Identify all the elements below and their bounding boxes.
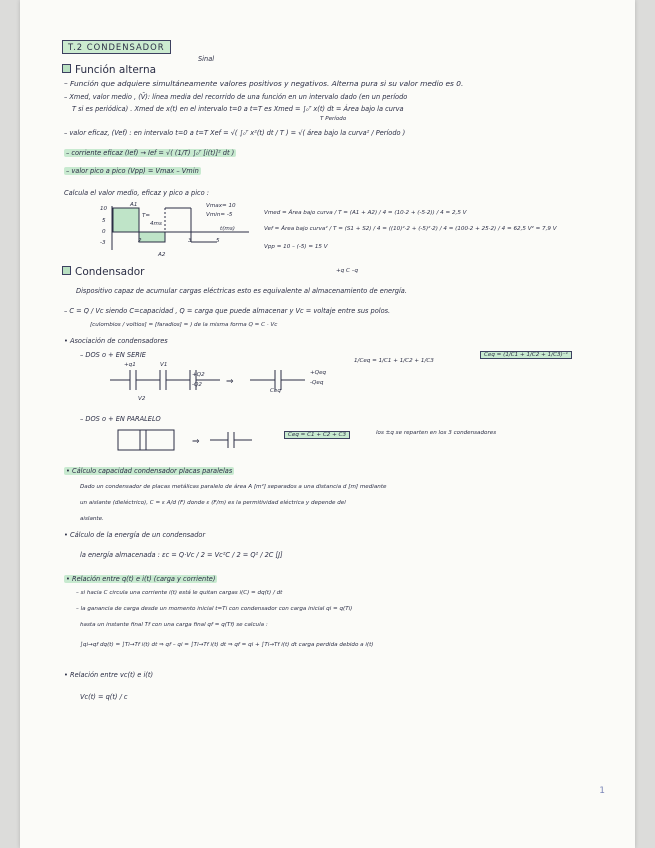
vc-formula: Vc(t) = q(t) / c bbox=[80, 693, 128, 701]
alterna-line-2b-den: T Período bbox=[320, 116, 347, 122]
alterna-line-5: – valor pico a pico (Vpp) = Vmax – Vmin bbox=[66, 167, 199, 175]
series-circuit-diagram bbox=[100, 360, 340, 408]
graph-label-0: 0 bbox=[102, 229, 106, 235]
graph-label-10: 10 bbox=[100, 206, 108, 212]
placas-line-2: un aislante (dieléctrico), C = ε A/d (F) donde ε (F/m) es la permitividad eléctrica y depende del bbox=[80, 500, 346, 506]
serie-boxed-formula: Ceq = (1/C1 + 1/C2 + 1/C3)⁻¹ bbox=[480, 352, 572, 358]
serie-label-v1: V1 bbox=[160, 362, 168, 368]
graph-label-vmin: Vmin= -5 bbox=[206, 212, 233, 218]
serie-label-vt: V2 bbox=[138, 396, 146, 402]
svg-text:⇒: ⇒ bbox=[226, 377, 234, 387]
relacion-line-4: ∫qi→qf dq(t) = ∫Ti→Tf i(t) dt ⇒ qf – qi = ∫Ti→Tf i(t) dt ⇒ qf = qi + ∫Ti→Tf i(t) dt carga perdida debido a i(t) bbox=[80, 642, 374, 648]
serie-label-qa: +Q2 bbox=[192, 372, 205, 378]
serie-heading: – DOS o + EN SERIE bbox=[80, 351, 146, 359]
relacion-heading: • Relación entre q(t) e i(t) (carga y corriente) bbox=[66, 575, 216, 583]
alterna-line-4: – corriente eficaz (Ief) → Ief = √( (1/T) ∫₀ᵀ [i(t)]² dt ) bbox=[66, 149, 235, 157]
serie-label-qb: -Q2 bbox=[192, 382, 202, 388]
graph-label-5: 5 bbox=[102, 218, 106, 224]
result-vpp: Vpp = 10 – (-5) = 15 V bbox=[264, 244, 328, 250]
result-vef: Vef = Área bajo curva² / T = (S1 + S2) / 4 = ((10)²·2 + (-5)²·2) / 4 = (100·2 + 25·2) / 4 = 62,5 V² = 7,9 V bbox=[264, 226, 557, 232]
placas-line-3: aislante. bbox=[80, 516, 104, 522]
serie-label-qeq: +Qeq bbox=[310, 370, 327, 376]
result-vmed: Vmed = Área bajo curva / T = (A1 + A2) / 4 = (10·2 + (-5·2)) / 4 = 2,5 V bbox=[264, 210, 467, 216]
graph-label-t3: 3 bbox=[188, 238, 192, 244]
side-note: Sinal bbox=[198, 55, 215, 63]
condensador-line-1: Dispositivo capaz de acumular cargas eléctricas esto es equivalente al almacenamiento de energía. bbox=[76, 287, 407, 295]
notebook-page bbox=[20, 0, 635, 848]
svg-text:⇒: ⇒ bbox=[192, 437, 200, 447]
assoc-heading: • Asociación de condensadores bbox=[64, 337, 168, 345]
placas-line-1: Dado un condensador de placas metálicas paralelo de área A [m²] separados a una distancia d [m] mediante bbox=[80, 484, 387, 490]
alterna-line-2b: T si es periódica) . Xmed de x(t) en el intervalo t=0 a t=T es Xmed = ∫₀ᵀ x(t) dt = Área bajo la curva bbox=[72, 105, 404, 113]
page-title: T.2 CONDENSADOR bbox=[62, 40, 171, 54]
relacion-line-1: – si hacia C circula una corriente i(t) está le quitan cargas i(C) = dq(t) / dt bbox=[76, 590, 283, 596]
parallel-circuit-diagram bbox=[110, 424, 270, 456]
alterna-line-3: – valor eficaz, (Vef) : en intervalo t=0 a t=T Xef = √( ∫₀ᵀ x²(t) dt / T ) = √( área bajo la curva² / Período ) bbox=[64, 129, 406, 137]
condensador-line-2: – C = Q / Vc siendo C=capacidad , Q = carga que puede almacenar y Vc = voltaje entre sus polos. bbox=[64, 307, 391, 315]
alterna-line-1: – Función que adquiere simultáneamente valores positivos y negativos. Alterna pura si su valor medio es 0. bbox=[64, 79, 464, 88]
checkbox-square-icon bbox=[62, 266, 71, 275]
alterna-line-6: Calcula el valor medio, eficaz y pico a pico : bbox=[64, 189, 210, 197]
paralelo-boxed-formula: Ceq = C1 + C2 + C3 bbox=[284, 432, 350, 438]
serie-label-mqeq: -Qeq bbox=[310, 380, 324, 386]
relacion-line-3: hasta un instante final Tf con una carga final qf = q(Tf) se calcula : bbox=[80, 622, 268, 628]
checkbox-square-icon bbox=[62, 64, 71, 73]
section-heading-condensador: Condensador bbox=[62, 266, 145, 278]
graph-label-a1: A1 bbox=[130, 202, 138, 208]
alterna-line-2a: – Xmed, valor medio , (V̄): línea media del recorrido de una función en un intervalo dado (en un período bbox=[64, 93, 408, 101]
graph-label-t: T= bbox=[142, 213, 151, 219]
graph-label-t5: 5 bbox=[216, 238, 220, 244]
placas-heading: • Cálculo capacidad condensador placas paralelas bbox=[66, 467, 233, 475]
graph-label-tms: t(ms) bbox=[220, 226, 235, 232]
graph-label-4ms: 4ms bbox=[150, 221, 162, 227]
serie-formula: 1/Ceq = 1/C1 + 1/C2 + 1/C3 bbox=[354, 358, 434, 364]
page-number: 1 bbox=[599, 786, 605, 796]
graph-label-a2: A2 bbox=[158, 252, 166, 258]
paralelo-note: los ±q se reparten en los 3 condensadores bbox=[376, 430, 497, 436]
relacion-line-2: – la ganancia de carga desde un momento inicial t=Ti con condensador con carga inicial qi = q(Ti) bbox=[76, 606, 353, 612]
paralelo-heading: – DOS o + EN PARALELO bbox=[80, 415, 161, 423]
charge-note: +q C –q bbox=[336, 268, 359, 274]
serie-label-ceq: Ceq bbox=[270, 388, 281, 394]
graph-label-t2: 2 bbox=[138, 238, 142, 244]
vc-heading: • Relación entre vc(t) e i(t) bbox=[64, 671, 154, 679]
graph-label-vmax: Vmax= 10 bbox=[206, 203, 236, 209]
condensador-line-3: [culombios / voltios] = [faradios] = ) de la misma forma Q = C · Vc bbox=[90, 322, 278, 328]
energia-heading: • Cálculo de la energía de un condensador bbox=[64, 531, 206, 539]
energia-formula: la energía almacenada : εc = Q·Vc / 2 = Vc²C / 2 = Q² / 2C [J] bbox=[80, 551, 283, 559]
graph-label-minus3: -3 bbox=[100, 240, 106, 246]
serie-label-q1: +q1 bbox=[124, 362, 136, 368]
section-heading-alterna: Función alterna bbox=[62, 64, 156, 76]
